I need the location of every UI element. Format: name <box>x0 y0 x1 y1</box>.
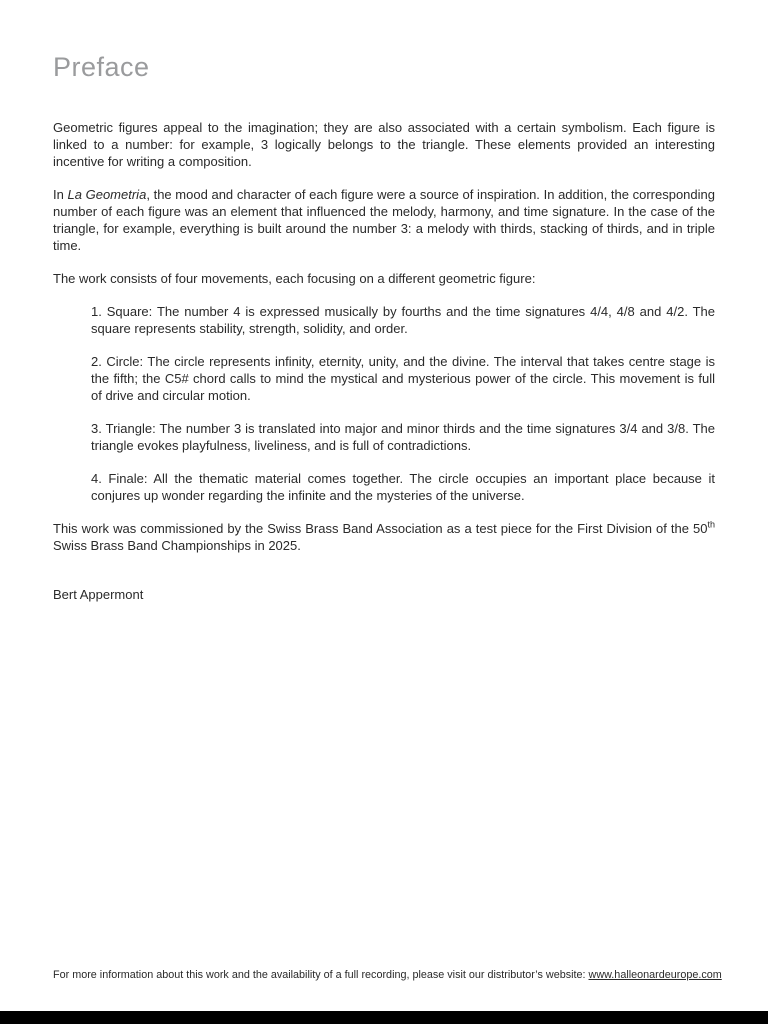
paragraph-movements-intro: The work consists of four movements, each focusing on a different geometric figure: <box>53 271 536 286</box>
movement-item-square: 1. Square: The number 4 is expressed musically by fourths and the time signatures 4/4, 4/8 and 4/2. The square represents stability, strength, solidity, and order. <box>91 304 715 336</box>
body-copy <box>53 119 715 603</box>
page-bottom-edge <box>0 1011 768 1024</box>
page-title: Preface <box>53 52 150 82</box>
movement-item-finale: 4. Finale: All the thematic material comes together. The circle occupies an important place because it conjures up wonder regarding the infinite and the mysteries of the universe. <box>91 471 715 503</box>
paragraph-inspiration-rest: , the mood and character of each figure were a source of inspiration. In addition, the corresponding number of each figure was an element that influenced the melody, harmony, and time signature. In the case of the triangle, for example, everything is built around the number 3: a melody with thirds, stacking of thirds, and in triple time. <box>53 187 715 253</box>
author-name: Bert Appermont <box>53 587 144 602</box>
movement-item-circle: 2. Circle: The circle represents infinity, eternity, unity, and the divine. The interval that takes centre stage is the fifth; the C5# chord calls to mind the mystical and mysterious power of the circle. This movement is full of drive and circular motion. <box>91 354 715 403</box>
footer-text: For more information about this work and the availability of a full recording, please visit our distributor’s website: <box>53 969 589 981</box>
paragraph-inspiration <box>53 186 715 254</box>
paragraph-commission-after: Swiss Brass Band Championships in 2025. <box>53 538 301 553</box>
footer <box>53 968 722 982</box>
distributor-link[interactable]: www.halleonardeurope.com <box>588 969 722 981</box>
movement-item-triangle: 3. Triangle: The number 3 is translated into major and minor thirds and the time signatures 3/4 and 3/8. The triangle evokes playfulness, liveliness, and is full of contradictions. <box>91 421 715 453</box>
paragraph-inspiration-prefix: In <box>53 187 68 202</box>
paragraph-intro: Geometric figures appeal to the imagination; they are also associated with a certain symbolism. Each figure is linked to a number: for example, 3 logically belongs to the triangle. These elements provided an interesting incentive for writing a composition. <box>53 120 715 169</box>
paragraph-commission-before: This work was commissioned by the Swiss Brass Band Association as a test piece for the First Division of the 50 <box>53 521 708 536</box>
ordinal-superscript: th <box>707 519 715 530</box>
movements-list <box>91 303 715 504</box>
paragraph-commission <box>53 520 715 554</box>
work-title-italic: La Geometria <box>67 187 147 202</box>
page-content <box>53 0 715 603</box>
